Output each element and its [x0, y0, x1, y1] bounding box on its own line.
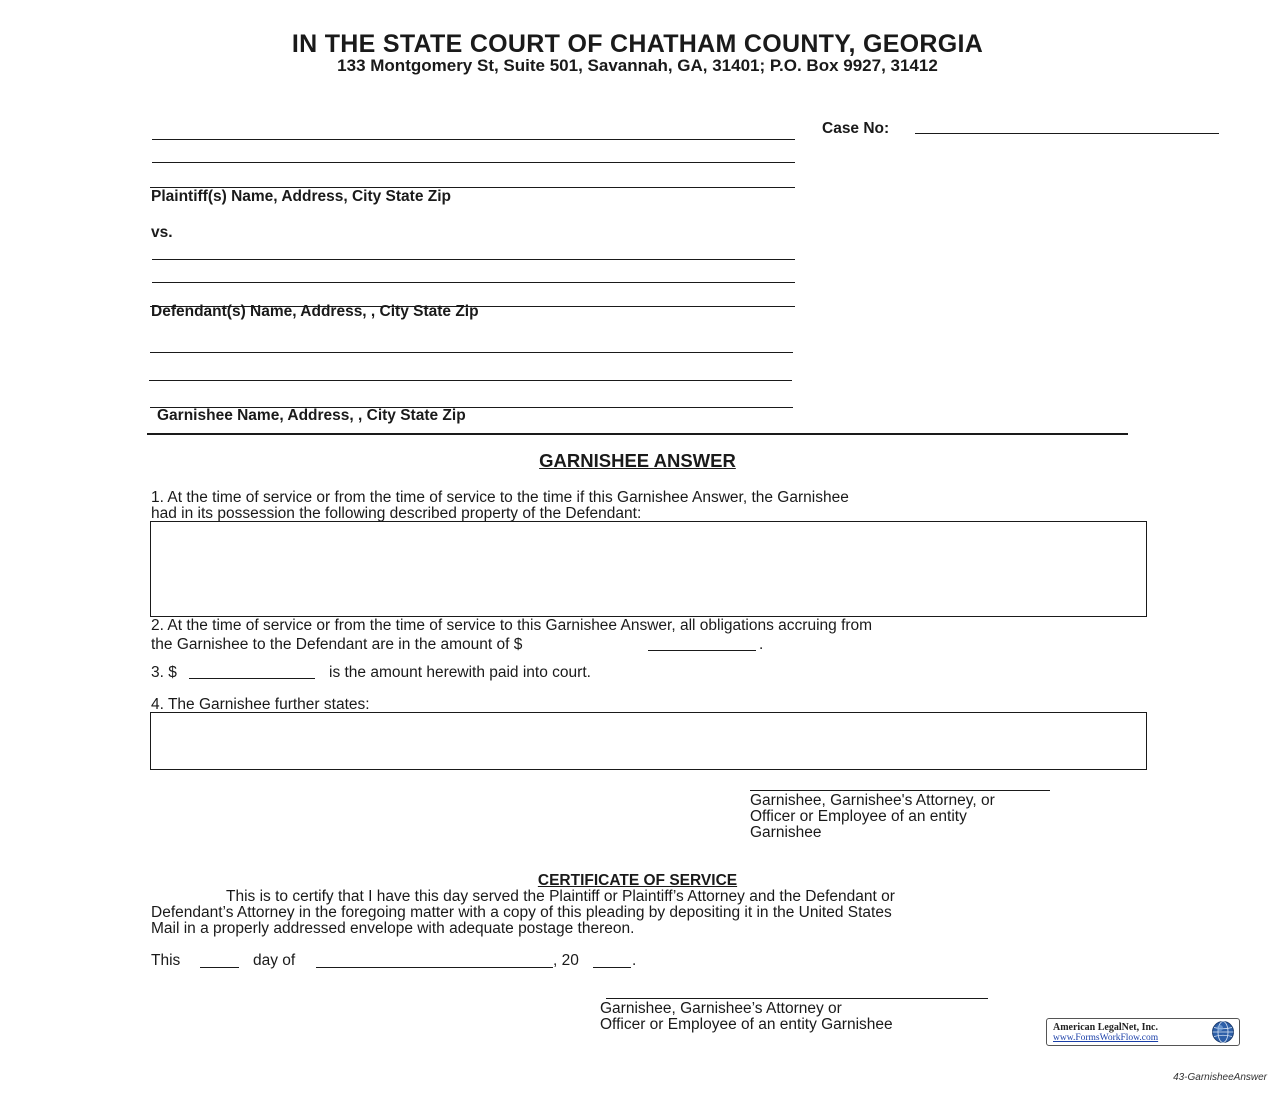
caption-separator — [147, 433, 1128, 435]
certificate-line2: Defendant’s Attorney in the foregoing matter with a copy of this pleading by depositing it in the United States — [151, 904, 892, 921]
answer-signature-line3: Garnishee — [750, 824, 822, 841]
year-prefix: , 20 — [553, 952, 579, 969]
item2-line1: 2. At the time of service or from the time of service to this Garnishee Answer, all obligations accruing from — [151, 617, 873, 634]
day-of-label: day of — [253, 952, 296, 969]
court-title: IN THE STATE COURT OF CHATHAM COUNTY, GEORGIA — [291, 30, 984, 58]
globe-icon — [1211, 1020, 1235, 1044]
brand-badge[interactable] — [1046, 1018, 1240, 1046]
this-label: This — [151, 952, 181, 969]
property-description-box[interactable] — [150, 521, 1147, 617]
vs-label: vs. — [151, 224, 173, 241]
garnishee-line-2[interactable] — [149, 380, 792, 381]
case-no-field[interactable] — [915, 133, 1219, 134]
garnishee-label: Garnishee Name, Address, , City State Zip — [157, 407, 466, 424]
court-address: 133 Montgomery St, Suite 501, Savannah, GA, 31401; P.O. Box 9927, 31412 — [337, 56, 938, 75]
item1-line1: 1. At the time of service or from the time of service to the time if this Garnishee Answer, the Garnishee — [151, 489, 849, 506]
plaintiff-label: Plaintiff(s) Name, Address, City State Zip — [151, 188, 452, 205]
year-field[interactable] — [593, 967, 631, 968]
item1-line2: had in its possession the following described property of the Defendant: — [151, 505, 642, 522]
certificate-line1: This is to certify that I have this day served the Plaintiff or Plaintiff’s Attorney and the Defendant or — [226, 888, 895, 905]
answer-signature-line[interactable] — [750, 790, 1050, 791]
date-end: . — [632, 952, 637, 969]
day-field[interactable] — [200, 967, 239, 968]
answer-signature-line1: Garnishee, Garnishee's Attorney, or — [750, 792, 995, 809]
answer-signature-line2: Officer or Employee of an entity — [750, 808, 967, 825]
certificate-signature-line[interactable] — [606, 998, 988, 999]
certificate-heading: CERTIFICATE OF SERVICE — [537, 872, 738, 889]
plaintiff-line-2[interactable] — [152, 162, 795, 163]
brand-name: American LegalNet, Inc. — [1053, 1022, 1158, 1033]
defendant-line-2[interactable] — [152, 282, 795, 283]
item2-end: . — [759, 636, 764, 653]
defendant-line-1[interactable] — [152, 259, 795, 260]
month-field[interactable] — [316, 967, 553, 968]
plaintiff-line-1[interactable] — [152, 139, 795, 140]
item4-label: 4. The Garnishee further states: — [151, 696, 370, 713]
certificate-signature-line2: Officer or Employee of an entity Garnishee — [600, 1016, 893, 1033]
answer-heading: GARNISHEE ANSWER — [539, 450, 736, 471]
garnishee-line-1[interactable] — [150, 352, 793, 353]
item2-line2: the Garnishee to the Defendant are in the amount of $ — [151, 636, 523, 653]
certificate-signature-line1: Garnishee, Garnishee’s Attorney or — [600, 1000, 842, 1017]
certificate-line3: Mail in a properly addressed envelope with adequate postage thereon. — [151, 920, 635, 937]
item3-prefix: 3. $ — [151, 664, 177, 681]
brand-url[interactable]: www.FormsWorkFlow.com — [1053, 1033, 1159, 1043]
obligation-amount-field[interactable] — [648, 650, 756, 651]
defendant-label: Defendant(s) Name, Address, , City State Zip — [151, 303, 479, 320]
item3-text: is the amount herewith paid into court. — [329, 664, 591, 681]
case-no-label: Case No: — [822, 120, 890, 137]
form-id: 43-GarnisheeAnswer — [1173, 1072, 1267, 1083]
paid-amount-field[interactable] — [189, 678, 315, 679]
further-states-box[interactable] — [150, 712, 1147, 770]
